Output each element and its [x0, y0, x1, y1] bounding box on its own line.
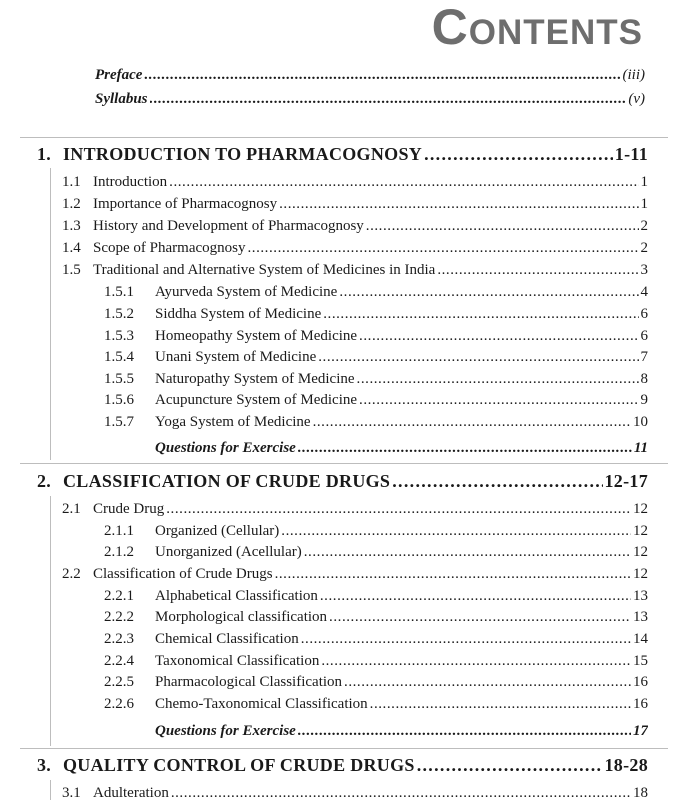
leader-dots	[275, 563, 631, 585]
entry-title: Crude Drug	[93, 501, 165, 517]
toc-subentry[interactable]	[104, 368, 648, 390]
entry-page: 6	[640, 328, 648, 344]
entry-number: 2.1	[62, 501, 81, 517]
entry-number: 2.2.6	[104, 696, 134, 712]
chapter-heading[interactable]	[37, 141, 648, 167]
chapter-number: 2.	[37, 471, 52, 491]
entry-number: 1.5.2	[104, 306, 134, 322]
entry-number: 1.1	[62, 174, 81, 190]
leader-dots	[320, 585, 631, 607]
toc-subentry[interactable]	[104, 325, 648, 347]
entry-page: 13	[633, 609, 648, 625]
entry-title: Taxonomical Classification	[155, 653, 320, 669]
entry-title: Importance of Pharmacognosy	[93, 196, 278, 212]
divider	[20, 748, 668, 749]
leader-dots	[298, 437, 632, 459]
entry-number: 1.5.4	[104, 349, 134, 365]
entry-number: 1.5.3	[104, 328, 134, 344]
entry-page: 12	[633, 523, 648, 539]
entry-title: Naturopathy System of Medicine	[155, 371, 355, 387]
entry-page: 14	[633, 631, 648, 647]
leader-dots	[171, 782, 631, 800]
divider	[50, 168, 51, 460]
entry-page: (iii)	[622, 67, 645, 83]
entry-title: Unani System of Medicine	[155, 349, 317, 365]
entry-title: Introduction	[93, 174, 168, 190]
entry-title: Syllabus	[95, 91, 148, 107]
entry-number: 3.1	[62, 785, 81, 800]
entry-page: 6	[640, 306, 648, 322]
toc-subentry[interactable]	[104, 585, 648, 607]
entry-page: 2	[640, 240, 648, 256]
toc-entry[interactable]	[62, 171, 648, 193]
entry-page: 1	[640, 174, 648, 190]
chapter-number: 3.	[37, 755, 52, 775]
divider	[50, 780, 51, 800]
entry-number: 1.5.1	[104, 284, 134, 300]
leader-dots	[304, 541, 631, 563]
entry-number: 1.5	[62, 262, 81, 278]
entry-page: 9	[640, 392, 648, 408]
entry-title: Homeopathy System of Medicine	[155, 328, 358, 344]
leader-dots	[344, 671, 631, 693]
entry-title: Scope of Pharmacognosy	[93, 240, 246, 256]
entry-number: 1.3	[62, 218, 81, 234]
entry-page: 13	[633, 588, 648, 604]
leader-dots	[392, 468, 602, 494]
divider	[50, 496, 51, 746]
entry-number: 2.1.2	[104, 544, 134, 560]
leader-dots	[169, 171, 638, 193]
entry-page: 16	[633, 696, 648, 712]
toc-entry[interactable]	[62, 563, 648, 585]
leader-dots	[247, 237, 638, 259]
entry-title: Morphological classification	[155, 609, 328, 625]
entry-title: Adulteration	[93, 785, 169, 800]
divider	[20, 137, 668, 138]
entry-page: 12	[633, 566, 648, 582]
entry-page: 3	[640, 262, 648, 278]
toc-subentry[interactable]	[104, 628, 648, 650]
toc-subentry[interactable]	[104, 346, 648, 368]
leader-dots	[424, 141, 613, 167]
toc-entry[interactable]	[62, 193, 648, 215]
toc-entry[interactable]	[62, 215, 648, 237]
toc-entry-preface[interactable]	[95, 64, 645, 86]
leader-dots	[323, 303, 638, 325]
entry-title: Yoga System of Medicine	[155, 414, 311, 430]
chapter-pages: 18-28	[604, 755, 648, 775]
chapter-title: INTRODUCTION TO PHARMACOGNOSY	[63, 144, 423, 164]
chapter-pages: 1-11	[614, 144, 648, 164]
entry-number: 2.2.1	[104, 588, 134, 604]
entry-title: Pharmacological Classification	[155, 674, 343, 690]
questions-for-exercise[interactable]	[155, 437, 648, 459]
entry-page: 15	[633, 653, 648, 669]
entry-page: 7	[640, 349, 648, 365]
chapter-heading[interactable]	[37, 468, 648, 494]
entry-title: Siddha System of Medicine	[155, 306, 322, 322]
chapter-title: QUALITY CONTROL OF CRUDE DRUGS	[63, 755, 415, 775]
leader-dots	[339, 281, 638, 303]
entry-title: Preface	[95, 67, 143, 83]
leader-dots	[357, 368, 639, 390]
leader-dots	[359, 325, 638, 347]
entry-title: Chemical Classification	[155, 631, 299, 647]
leader-dots	[329, 606, 631, 628]
entry-number: 2.2	[62, 566, 81, 582]
toc-entry-syllabus[interactable]	[95, 88, 645, 110]
questions-for-exercise[interactable]	[155, 720, 648, 742]
entry-number: 2.2.5	[104, 674, 134, 690]
entry-page: (v)	[628, 91, 645, 107]
leader-dots	[279, 193, 638, 215]
divider	[20, 463, 668, 464]
chapter-pages: 12-17	[604, 471, 648, 491]
entry-title: Ayurveda System of Medicine	[155, 284, 338, 300]
entry-page: 12	[633, 544, 648, 560]
entry-number: 2.2.4	[104, 653, 134, 669]
leader-dots	[437, 259, 638, 281]
leader-dots	[417, 752, 603, 778]
toc-subentry[interactable]	[104, 671, 648, 693]
entry-number: 1.5.6	[104, 392, 134, 408]
entry-page: 11	[633, 440, 648, 456]
toc-entry[interactable]	[62, 259, 648, 281]
entry-page: 4	[640, 284, 648, 300]
entry-title: Traditional and Alternative System of Medicines in India	[93, 262, 436, 278]
entry-title: History and Development of Pharmacognosy	[93, 218, 364, 234]
entry-title: Alphabetical Classification	[155, 588, 318, 604]
entry-number: 1.5.7	[104, 414, 134, 430]
entry-title: Questions for Exercise	[155, 723, 296, 739]
chapter-title: CLASSIFICATION OF CRUDE DRUGS	[63, 471, 391, 491]
toc-subentry[interactable]	[104, 411, 648, 433]
entry-title: Unorganized (Acellular)	[155, 544, 302, 560]
toc-subentry[interactable]	[104, 389, 648, 411]
leader-dots	[144, 64, 620, 86]
toc-subentry[interactable]	[104, 281, 648, 303]
chapter-heading[interactable]	[37, 752, 648, 778]
toc-subentry[interactable]	[104, 606, 648, 628]
toc-subentry[interactable]	[104, 303, 648, 325]
entry-number: 2.1.1	[104, 523, 134, 539]
entry-number: 1.4	[62, 240, 81, 256]
entry-page: 12	[633, 501, 648, 517]
leader-dots	[313, 411, 631, 433]
entry-number: 2.2.3	[104, 631, 134, 647]
leader-dots	[366, 215, 639, 237]
entry-title: Questions for Exercise	[155, 440, 296, 456]
leader-dots	[301, 628, 631, 650]
leader-dots	[321, 650, 631, 672]
toc-subentry[interactable]	[104, 520, 648, 542]
leader-dots	[318, 346, 638, 368]
toc-entry[interactable]	[62, 498, 648, 520]
entry-page: 2	[640, 218, 648, 234]
entry-title: Classification of Crude Drugs	[93, 566, 273, 582]
entry-number: 2.2.2	[104, 609, 134, 625]
entry-title: Organized (Cellular)	[155, 523, 280, 539]
chapter-number: 1.	[37, 144, 52, 164]
page-title: Contents	[431, 0, 643, 55]
entry-page: 16	[633, 674, 648, 690]
entry-page: 1	[640, 196, 648, 212]
toc-subentry[interactable]	[104, 541, 648, 563]
toc-entry[interactable]	[62, 782, 648, 800]
toc-subentry[interactable]	[104, 650, 648, 672]
leader-dots	[150, 88, 627, 110]
leader-dots	[370, 693, 631, 715]
leader-dots	[166, 498, 631, 520]
entry-title: Acupuncture System of Medicine	[155, 392, 358, 408]
entry-page: 8	[640, 371, 648, 387]
entry-page: 18	[633, 785, 648, 800]
entry-title: Chemo-Taxonomical Classification	[155, 696, 368, 712]
leader-dots	[281, 520, 631, 542]
leader-dots	[298, 720, 631, 742]
leader-dots	[359, 389, 638, 411]
toc-entry[interactable]	[62, 237, 648, 259]
toc-subentry[interactable]	[104, 693, 648, 715]
entry-page: 17	[633, 723, 648, 739]
entry-number: 1.5.5	[104, 371, 134, 387]
entry-number: 1.2	[62, 196, 81, 212]
entry-page: 10	[633, 414, 648, 430]
